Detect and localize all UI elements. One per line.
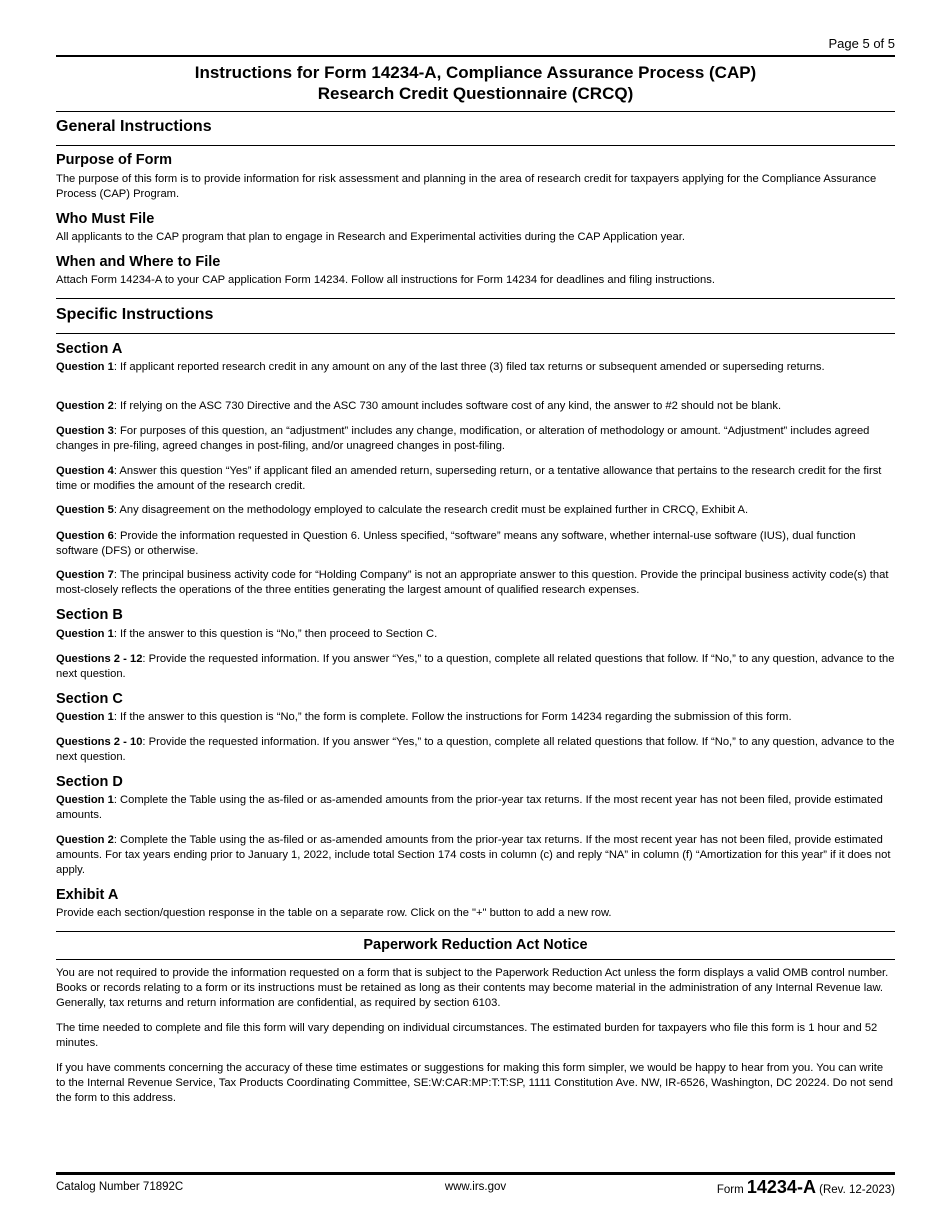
question-text: : If applicant reported research credit in any amount on any of the last three (3) filed tax returns or subsequent amended or superseding returns.	[113, 361, 825, 373]
question-label: Question 7	[56, 569, 114, 581]
form-number: 14234-A	[746, 1177, 816, 1197]
specific-instructions-heading: Specific Instructions	[56, 306, 214, 323]
catalog-number: Catalog Number 71892C	[56, 1181, 184, 1193]
section-a-question-6	[56, 529, 895, 559]
section-d-question-1	[56, 793, 895, 823]
exhibit-a-heading: Exhibit A	[56, 887, 119, 903]
question-label: Question 3	[56, 425, 114, 437]
purpose-heading: Purpose of Form	[56, 152, 173, 168]
question-label: Question 1	[56, 711, 114, 723]
section-b-heading: Section B	[56, 607, 123, 623]
paperwork-paragraph-3: If you have comments concerning the accuracy of these time estimates or suggestions for making this form simpler, we would be happy to hear from you. You can write to the Internal Revenue Service, Tax Products Coordinating Committee, SE:W:CAR:MP:T:T:SP, 1111 Constitution Ave. NW, IR-6526, Washington, DC 20224. Do not send the form to this address.	[56, 1062, 893, 1104]
who-must-file-text: All applicants to the CAP program that plan to engage in Research and Experimental activities during the CAP Application year.	[56, 231, 685, 243]
page-footer	[56, 1177, 895, 1200]
question-text: : Provide the requested information. If you answer “Yes,” to a question, complete all related questions that follow. If “No,” to any question, advance to the next question.	[56, 736, 895, 763]
irs-website: www.irs.gov	[444, 1181, 507, 1193]
form-prefix: Form	[716, 1184, 744, 1196]
question-label: Question 2	[56, 400, 114, 412]
question-text: : Complete the Table using the as-filed or as-amended amounts from the prior-year tax returns. If the most recent year has not been filed, provide estimated amounts. For tax years ending prior to January 1, 2022, include total Section 174 costs in column (c) and reply “NA” in column (f) “Amortization for this year” if it does not apply.	[56, 834, 891, 876]
question-label: Question 2	[56, 834, 114, 846]
question-text: : Answer this question “Yes” if applicant filed an amended return, superseding return, or a tentative allowance that pertains to the research credit for the first time or modifies the amount of the research credit.	[56, 465, 882, 492]
who-must-file-heading: Who Must File	[56, 211, 155, 227]
question-label: Questions 2 - 10	[56, 736, 143, 748]
footer-rule	[56, 1172, 895, 1175]
form-identifier	[717, 1177, 895, 1198]
section-c-question-1	[56, 710, 895, 725]
section-a-question-3	[56, 424, 895, 454]
section-a-question-4	[56, 464, 895, 494]
question-label: Question 4	[56, 465, 114, 477]
section-d-question-2	[56, 833, 895, 877]
exhibit-a-text: Provide each section/question response in the table on a separate row. Click on the "+" button to add a new row.	[56, 907, 612, 919]
page-title	[56, 62, 895, 104]
paperwork-paragraph-1: You are not required to provide the information requested on a form that is subject to the Paperwork Reduction Act unless the form displays a valid OMB control number. Books or records relating to a form or its instructions must be retained as long as their contents may become material in the administration of any Internal Revenue law. Generally, tax returns and return information are confidential, as required by section 6103.	[56, 967, 889, 1009]
section-a-heading: Section A	[56, 341, 123, 357]
divider	[56, 145, 895, 146]
section-d-heading: Section D	[56, 774, 123, 790]
question-text: : If the answer to this question is “No,” then proceed to Section C.	[113, 628, 438, 640]
question-label: Questions 2 - 12	[56, 653, 143, 665]
section-a-question-5	[56, 503, 895, 518]
section-b-question-1	[56, 627, 895, 642]
divider	[56, 298, 895, 299]
form-revision: (Rev. 12-2023)	[819, 1184, 895, 1196]
question-text: : For purposes of this question, an “adjustment” includes any change, modification, or alteration of methodology or amount. “Adjustment” includes agreed changes in pre-filing, agreed changes in post-filing, and/or unagreed changes in post-filing.	[56, 425, 870, 452]
question-text: : If relying on the ASC 730 Directive and the ASC 730 amount includes software cost of any kind, the answer to #2 should not be blank.	[113, 400, 782, 412]
title-line-2: Research Credit Questionnaire (CRCQ)	[317, 84, 634, 103]
question-text: : The principal business activity code for “Holding Company” is not an appropriate answer to this question. Provide the principal business activity code(s) that most-closely reflects the operations of the three entities generating the largest amount of qualified research expenses.	[56, 569, 889, 596]
section-b-questions-2-12	[56, 652, 895, 682]
divider	[56, 931, 895, 932]
divider	[56, 959, 895, 960]
divider	[56, 333, 895, 334]
paperwork-notice-heading: Paperwork Reduction Act Notice	[363, 937, 588, 953]
question-label: Question 6	[56, 530, 114, 542]
question-label: Question 1	[56, 794, 114, 806]
paperwork-paragraph-2: The time needed to complete and file this form will vary depending on individual circumstances. The estimated burden for taxpayers who file this form is 1 hour and 52 minutes.	[56, 1022, 878, 1049]
section-a-question-1	[56, 360, 895, 375]
question-text: : If the answer to this question is “No,” the form is complete. Follow the instructions for Form 14234 regarding the submission of this form.	[113, 711, 792, 723]
question-text: : Complete the Table using the as-filed or as-amended amounts from the prior-year tax returns. If the most recent year has not been filed, provide estimated amounts.	[56, 794, 883, 821]
question-text: : Provide the information requested in Question 6. Unless specified, “software” means any software, whether internal-use software (IUS), dual function software (DFS) or otherwise.	[56, 530, 856, 557]
question-label: Question 1	[56, 361, 114, 373]
section-c-questions-2-10	[56, 735, 895, 765]
top-rule	[56, 55, 895, 57]
title-line-1: Instructions for Form 14234-A, Compliance Assurance Process (CAP)	[194, 63, 757, 82]
when-where-text: Attach Form 14234-A to your CAP application Form 14234. Follow all instructions for Form 14234 for deadlines and filing instructions.	[56, 274, 715, 286]
section-a-question-2	[56, 399, 895, 414]
question-label: Question 1	[56, 628, 114, 640]
when-where-heading: When and Where to File	[56, 254, 221, 270]
section-c-heading: Section C	[56, 691, 123, 707]
divider	[56, 111, 895, 112]
question-label: Question 5	[56, 504, 114, 516]
question-text: : Any disagreement on the methodology employed to calculate the research credit must be explained further in CRCQ, Exhibit A.	[113, 504, 749, 516]
general-instructions-heading: General Instructions	[56, 118, 212, 135]
question-text: : Provide the requested information. If you answer “Yes,” to a question, complete all related questions that follow. If “No,” to any question, advance to the next question.	[56, 653, 895, 680]
section-a-question-7	[56, 568, 895, 598]
purpose-text: The purpose of this form is to provide information for risk assessment and planning in the area of research credit for taxpayers applying for the Compliance Assurance Process (CAP) Program.	[56, 173, 877, 200]
page-number: Page 5 of 5	[828, 36, 895, 51]
